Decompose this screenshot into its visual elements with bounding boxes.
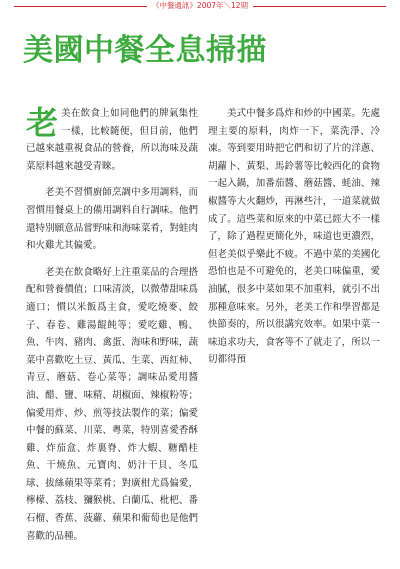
drop-cap: 老	[26, 104, 59, 142]
publication-info-text: 《中餐通訊》2007年＼12期	[147, 1, 253, 10]
paragraph-text: 美在飲食上如同他們的牌氣集性一樣，比較隨便，但目前，他們已越來越重視食品的營養，所以海味及蔬菜原料越來越受青睞。	[26, 108, 198, 172]
article-paragraph: 老美在飲食略好上注重菜品的合理搭配和營養價值；口味清淡，以微帶甜味爲適口；慣以米飯爲主食，愛吃燒麥、餃子、春卷、雞湯餛飩等；愛吃雞、鴨、魚、牛肉、豬肉、禽蛋、海味和野味，蔬菜中喜歡吃土豆、黃瓜、生菜、西紅柿、青豆、蘑菇、卷心菜等；調味品愛用醬油、醋、鹽、味精、胡椒面、辣椒粉等；偏愛用炸、炒、煎等技法製作的菜；偏愛中餐的蘇菜、川菜、粵菜，特別喜愛香酥雞、炸茄盒、炸裏脊、炸大蝦、糖醋桂魚、干燒魚、元寶肉、奶汁干貝、冬瓜球、拔絲蘋果等菜肴；對廣柑尤爲偏愛，檸檬、荔枝、獼猴桃、白蘭瓜、枇杷、番石榴、香蕉、菠蘿、蘋果和葡萄也是他們喜歡的品種。	[26, 266, 198, 542]
article-title: 美國中餐全息掃描	[23, 33, 267, 68]
article-paragraph: 美式中餐多爲炸和炒的中國菜。先處理主要的原料，肉炸一下，菜洗淨、冷凍。等到要用時把它們和切了片的洋蔥、胡蘿卜、黃梨、馬鈴薯等比較西化的食物一起入鍋，加番茄醬、蘑菇醬、蚝油、辣椒醬等大火翻炒，再淋些汁，一道菜就做成了。這些菜和原來的中菜已經大不一樣了，除了過程更簡化外，味道也更濃烈，但老美似乎樂此不疲。不過中菜的美國化恐怕也是不可避免的，老美口味偏重，愛油膩，很多中菜如果不加重料，就引不出那種意味來。另外，老美工作和學習都是快節奏的，所以很講究效率。如果中菜一味追求功夫，食客等不了就走了，所以一切都得預	[208, 108, 380, 366]
publication-info	[0, 0, 400, 12]
article-paragraph: 老美不習慣廚師烹調中多用調料，而習慣用餐桌上的備用調料自行調味。他們還特別願意品嘗野味和海味菜肴，對蛙肉和火雞尤其偏愛。	[26, 187, 198, 252]
page-header	[0, 0, 400, 18]
article-paragraph	[26, 105, 198, 175]
article-body	[26, 105, 380, 550]
